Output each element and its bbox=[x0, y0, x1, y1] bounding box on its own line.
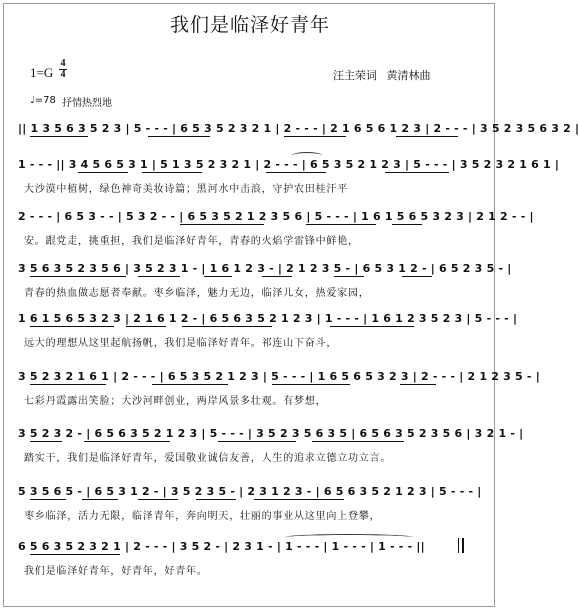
lyrics-line: 远大的理想从这里起航扬帆，我们是临泽好青年。祁连山下奋斗， bbox=[24, 338, 338, 349]
score-row-1 bbox=[0, 122, 579, 162]
time-signature bbox=[58, 59, 68, 80]
score-row-5 bbox=[0, 312, 518, 352]
lyrics-line: 踏实干，我们是临泽好青年，爱国敬业诚信友善，人生的追求立德立功立言。 bbox=[24, 453, 392, 464]
time-signature-top: 4 bbox=[60, 58, 66, 69]
lyrics-line: 我们是临泽好青年，好青年，好青年。 bbox=[24, 566, 208, 577]
notation-line: 5 3 5 6 5 - | 6 5 3 1 2 - | 3 5 2 3 5 - | 2 3 1 2 3 - | 6 5 6 3 5 2 1 2 3 | 5 - - - | bbox=[18, 485, 482, 498]
notation-line: 3 5 2 3 2 - | 6 5 6 3 5 2 1 2 3 | 5 - - - | 3 5 2 3 5 6 3 5 | 6 5 6 3 5 2 3 5 6 | 3 2 1 - | bbox=[18, 427, 524, 440]
notation-line: 1 - - - || 3 4 5 6 5 3 1 | 5 1 3 5 2 3 2 1 | 2 - - - | 6 5 3 5 2 1 2 3 | 5 - - - | 3 5 2 3 2 1 6 1 | bbox=[18, 158, 560, 171]
notation-line: 6 5 6 3 5 2 3 2 1 | 2 - - - | 3 5 2 - | 2 3 1 - | 1 - - - | 1 - - - | 1 - - - || bbox=[18, 540, 425, 553]
score-row-6 bbox=[0, 370, 540, 410]
score-row-3 bbox=[0, 210, 534, 250]
lyrics-line: 七彩丹霞露出笑脸；大沙河畔创业，两岸风景多壮观。有梦想， bbox=[24, 396, 327, 407]
notation-line: 1 6 1 5 6 5 3 2 3 | 2 1 6 1 2 - | 6 5 6 3 5 2 1 2 3 | 1 - - - | 1 6 1 2 3 5 2 3 | 5 - - - | bbox=[18, 312, 518, 325]
credits: 汪主荣词 黄清林曲 bbox=[333, 69, 431, 82]
lyrics-line: 青春的热血做志愿者奉献。枣乡临泽，魅力无边，临泽儿女，热爱家园， bbox=[24, 288, 370, 299]
score-row-8 bbox=[0, 485, 500, 525]
score-row-9 bbox=[0, 540, 500, 580]
time-signature-bottom: 4 bbox=[60, 69, 66, 80]
notation-line: 3 5 2 3 2 1 6 1 | 2 - - - | 6 5 3 5 2 1 2 3 | 5 - - - | 1 6 5 6 5 3 2 3 | 2 - - - | 2 1 2 3 5 - | bbox=[18, 370, 540, 383]
song-title: 我们是临泽好青年 bbox=[169, 14, 330, 36]
lyrics-line: 枣乡临泽，活力无限，临泽青年，奔向明天，壮丽的事业从这里向上登攀， bbox=[24, 511, 381, 522]
lyrics-line: 大沙漠中植树，绿色神奇美妆诗篇；黑河水中击浪，守护农田桂汗平 bbox=[24, 184, 348, 195]
score-row-2 bbox=[0, 158, 560, 198]
score-row-4 bbox=[0, 262, 512, 302]
key-signature: 1=G bbox=[30, 65, 54, 80]
notation-line: || 1 3 5 6 3 5 2 3 | 5 - - - | 6 5 3 5 2 3 2 1 | 2 - - - | 2 1 6 5 6 1 2 3 | 2 - - - | 3 5 2 3 5 6 3 2 | bbox=[18, 122, 579, 135]
expression-marking: 抒情热烈地 bbox=[62, 98, 112, 109]
score-row-7 bbox=[0, 427, 524, 467]
notation-line: 2 - - - | 6 5 3 - - | 5 3 2 - - | 6 5 3 5 2 1 2 3 5 6 | 5 - - - | 1 6 1 5 6 5 3 2 3 | 2 1 2 - - | bbox=[18, 210, 534, 223]
notation-line: 3 5 6 3 5 2 3 5 6 | 3 5 2 3 1 - | 1 6 1 2 3 - | 2 1 2 3 5 - | 6 5 3 1 2 - | 6 5 2 3 5 - | bbox=[18, 262, 512, 275]
tempo-marking: ♩=78 bbox=[30, 95, 56, 106]
lyrics-line: 安。跟党走，挑重担，我们是临泽好青年，青春的火焰学雷锋中鲜艳， bbox=[24, 236, 359, 247]
